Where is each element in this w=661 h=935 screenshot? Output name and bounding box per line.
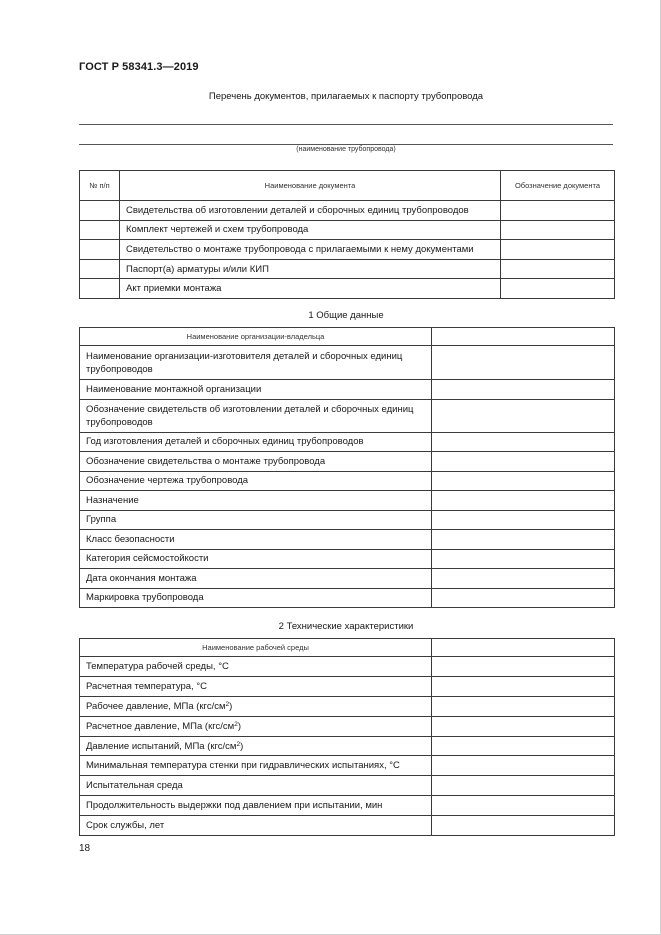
row-number-cell[interactable] bbox=[80, 201, 120, 221]
table-row bbox=[80, 549, 615, 569]
document-name-cell: Свидетельства об изготовлении деталей и сборочных единиц трубопроводов bbox=[120, 201, 501, 221]
table-row bbox=[80, 756, 615, 776]
spec-label: Продолжительность выдержки под давлением при испытании, мин bbox=[80, 796, 432, 816]
field-label: Наименование монтажной организации bbox=[80, 380, 432, 400]
standard-id: ГОСТ Р 58341.3—2019 bbox=[79, 61, 199, 73]
document-title: Перечень документов, прилагаемых к паспорту трубопровода bbox=[208, 91, 484, 102]
field-label: Группа bbox=[80, 510, 432, 530]
technical-specs-table bbox=[79, 638, 615, 836]
field-value[interactable] bbox=[432, 432, 615, 452]
pipeline-name-caption: (наименование трубопровода) bbox=[296, 146, 396, 153]
field-label: Обозначение свидетельств об изготовлении деталей и сборочных единиц трубопроводов bbox=[80, 399, 432, 432]
spec-value[interactable] bbox=[432, 736, 615, 756]
field-value[interactable] bbox=[432, 510, 615, 530]
field-value[interactable] bbox=[432, 399, 615, 432]
table-row bbox=[80, 530, 615, 550]
table-row bbox=[80, 240, 615, 260]
table-row bbox=[80, 569, 615, 589]
spec-label: Расчетное давление, МПа $(кгс/см^2)$ bbox=[80, 716, 432, 736]
table-row bbox=[80, 201, 615, 221]
spec-label: Срок службы, лет bbox=[80, 816, 432, 836]
field-value[interactable] bbox=[432, 549, 615, 569]
section-1-title: 1 Общие данные bbox=[308, 310, 384, 321]
field-label: Год изготовления деталей и сборочных единиц трубопроводов bbox=[80, 432, 432, 452]
designation-cell[interactable] bbox=[501, 240, 615, 260]
row-number-cell[interactable] bbox=[80, 240, 120, 260]
spec-label: Испытательная среда bbox=[80, 776, 432, 796]
section-2-title: 2 Технические характеристики bbox=[278, 621, 414, 632]
spec-value[interactable] bbox=[432, 696, 615, 716]
spec-value[interactable] bbox=[432, 756, 615, 776]
field-label: Назначение bbox=[80, 491, 432, 511]
table-row bbox=[80, 776, 615, 796]
table-row bbox=[80, 588, 615, 608]
spec-label: Минимальная температура стенки при гидравлических испытаниях, °С bbox=[80, 756, 432, 776]
designation-cell[interactable] bbox=[501, 259, 615, 279]
field-value[interactable] bbox=[432, 346, 615, 380]
owner-org-value[interactable] bbox=[432, 328, 615, 346]
spec-value[interactable] bbox=[432, 657, 615, 677]
field-value[interactable] bbox=[432, 491, 615, 511]
table-row bbox=[80, 380, 615, 400]
spec-value[interactable] bbox=[432, 716, 615, 736]
table-row bbox=[80, 816, 615, 836]
documents-table-header bbox=[80, 171, 615, 201]
field-value[interactable] bbox=[432, 569, 615, 589]
row-number-cell[interactable] bbox=[80, 220, 120, 240]
fill-in-line-2 bbox=[79, 144, 613, 145]
table-row bbox=[80, 491, 615, 511]
table-row bbox=[80, 259, 615, 279]
owner-org-header: Наименование организации-владельца bbox=[80, 328, 432, 346]
col-designation-header: Обозначение документа bbox=[501, 171, 615, 201]
fill-in-line-1 bbox=[79, 124, 613, 125]
document-name-cell: Свидетельство о монтаже трубопровода с прилагаемыми к нему документами bbox=[120, 240, 501, 260]
field-value[interactable] bbox=[432, 452, 615, 472]
field-label: Обозначение свидетельства о монтаже трубопровода bbox=[80, 452, 432, 472]
document-name-cell: Паспорт(а) арматуры и/или КИП bbox=[120, 259, 501, 279]
general-data-table bbox=[79, 327, 615, 608]
field-label: Категория сейсмостойкости bbox=[80, 549, 432, 569]
table-row bbox=[80, 676, 615, 696]
designation-cell[interactable] bbox=[501, 201, 615, 221]
field-value[interactable] bbox=[432, 530, 615, 550]
row-number-cell[interactable] bbox=[80, 279, 120, 299]
col-number-header: № п/п bbox=[80, 171, 120, 201]
field-value[interactable] bbox=[432, 471, 615, 491]
table-row bbox=[80, 736, 615, 756]
table-row bbox=[80, 796, 615, 816]
field-label: Маркировка трубопровода bbox=[80, 588, 432, 608]
table-row bbox=[80, 471, 615, 491]
working-medium-value[interactable] bbox=[432, 639, 615, 657]
table-row bbox=[80, 346, 615, 380]
table-row bbox=[80, 716, 615, 736]
field-label: Дата окончания монтажа bbox=[80, 569, 432, 589]
table-row bbox=[80, 399, 615, 432]
spec-label: Давление испытаний, МПа $(кгс/см^2)$ bbox=[80, 736, 432, 756]
table-row bbox=[80, 696, 615, 716]
document-name-cell: Комплект чертежей и схем трубопровода bbox=[120, 220, 501, 240]
technical-specs-header bbox=[80, 639, 615, 657]
table-row bbox=[80, 220, 615, 240]
spec-label: Расчетная температура, °С bbox=[80, 676, 432, 696]
document-name-cell: Акт приемки монтажа bbox=[120, 279, 501, 299]
field-value[interactable] bbox=[432, 380, 615, 400]
designation-cell[interactable] bbox=[501, 220, 615, 240]
table-row bbox=[80, 657, 615, 677]
spec-label: Рабочее давление, МПа $(кгс/см^2)$ bbox=[80, 696, 432, 716]
col-name-header: Наименование документа bbox=[120, 171, 501, 201]
spec-value[interactable] bbox=[432, 776, 615, 796]
page-number: 18 bbox=[79, 843, 91, 854]
field-label: Класс безопасности bbox=[80, 530, 432, 550]
field-label: Наименование организации-изготовителя деталей и сборочных единиц трубопроводов bbox=[80, 346, 432, 380]
table-row bbox=[80, 432, 615, 452]
spec-label: Температура рабочей среды, °С bbox=[80, 657, 432, 677]
documents-table bbox=[79, 170, 615, 299]
working-medium-header: Наименование рабочей среды bbox=[80, 639, 432, 657]
designation-cell[interactable] bbox=[501, 279, 615, 299]
general-data-header bbox=[80, 328, 615, 346]
spec-value[interactable] bbox=[432, 796, 615, 816]
field-label: Обозначение чертежа трубопровода bbox=[80, 471, 432, 491]
field-value[interactable] bbox=[432, 588, 615, 608]
table-row bbox=[80, 510, 615, 530]
spec-value[interactable] bbox=[432, 816, 615, 836]
spec-value[interactable] bbox=[432, 676, 615, 696]
row-number-cell[interactable] bbox=[80, 259, 120, 279]
table-row bbox=[80, 452, 615, 472]
table-row bbox=[80, 279, 615, 299]
